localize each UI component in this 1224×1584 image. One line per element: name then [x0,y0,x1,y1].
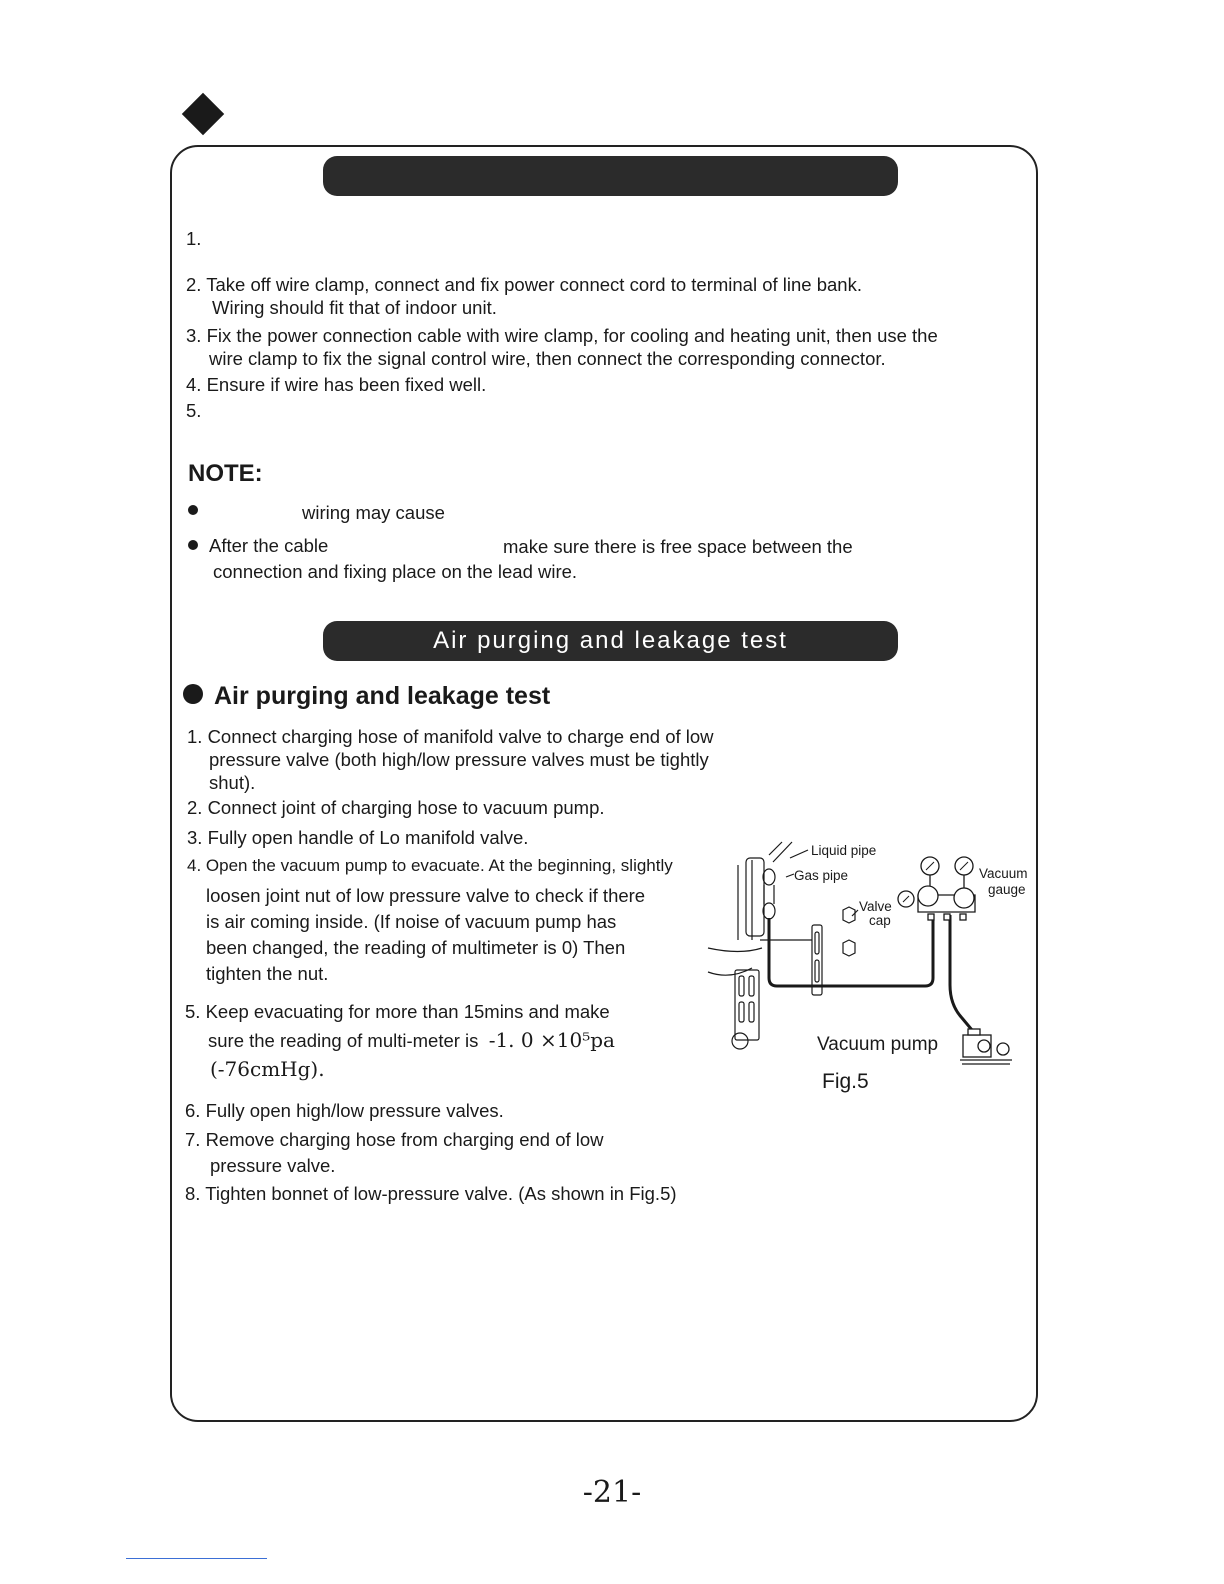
bullet-icon [188,540,198,550]
purge-step-7: 7. Remove charging hose from charging end of low [185,1129,604,1150]
figure-caption: Fig.5 [822,1070,869,1093]
note-bullet-2a: After the cable [209,535,329,556]
purge-step-1-cont: pressure valve (both high/low pressure valves must be tightly [209,749,709,770]
wiring-step-4: 4. Ensure if wire has been fixed well. [186,374,487,395]
purge-step-4-cont2: is air coming inside. (If noise of vacuum pump has [206,911,617,932]
purge-step-5-cont2: (-76cmHg). [210,1057,325,1081]
label-vacuum-gauge-1: Vacuum [979,866,1028,881]
footer-link-underline [126,1558,267,1559]
label-vacuum-pump: Vacuum pump [817,1034,939,1055]
wiring-step-3: 3. Fix the power connection cable with wire clamp, for cooling and heating unit, then use the [186,325,938,346]
heading-bullet-icon [183,684,203,704]
purge-step-4-cont3: been changed, the reading of multimeter is 0) Then [206,937,626,958]
wiring-step-3-cont: wire clamp to fix the signal control wire, then connect the corresponding connector. [209,348,886,369]
wiring-step-5: 5. [186,400,202,421]
section-diamond-icon [182,93,224,135]
purge-step-6: 6. Fully open high/low pressure valves. [185,1100,504,1121]
purge-step-1-cont2: shut). [209,772,256,793]
fig5-vacuum-diagram [700,835,1040,1100]
bullet-icon [188,505,198,515]
note-heading: NOTE: [188,460,263,487]
purge-step-7-cont: pressure valve. [210,1155,336,1176]
purge-step-2: 2. Connect joint of charging hose to vacuum pump. [187,797,605,818]
label-gas-pipe: Gas pipe [794,868,849,883]
page-number: -21- [582,1475,642,1510]
purge-step-3: 3. Fully open handle of Lo manifold valve. [187,827,529,848]
section-banner-wiring [323,156,898,196]
label-valve-cap-1: Valve [859,899,892,914]
label-valve-cap-2: cap [869,913,891,928]
label-liquid-pipe: Liquid pipe [811,843,877,858]
note-bullet-1: wiring may cause [302,502,445,523]
purge-step-5: 5. Keep evacuating for more than 15mins and make [185,1001,610,1022]
wiring-step-2-cont: Wiring should fit that of indoor unit. [212,297,497,318]
section-heading-air-purging: Air purging and leakage test [214,682,551,710]
purge-step-8: 8. Tighten bonnet of low-pressure valve. (As shown in Fig.5) [185,1183,677,1204]
wiring-step-1: 1. [186,228,202,249]
purge-step-4-cont4: tighten the nut. [206,963,329,984]
purge-step-4-cont: loosen joint nut of low pressure valve to check if there [206,885,646,906]
purge-step-5-cont: sure the reading of multi-meter is -1. 0 ×10⁵pa [208,1028,615,1052]
note-bullet-2b: make sure there is free space between the [503,536,853,557]
wiring-step-2: 2. Take off wire clamp, connect and fix power connect cord to terminal of line bank. [186,274,862,295]
section-banner-air-purging: Air purging and leakage test [323,621,898,661]
purge-step-1: 1. Connect charging hose of manifold valve to charge end of low [187,726,714,747]
note-bullet-2c: connection and fixing place on the lead wire. [213,561,578,582]
purge-step-4: 4. Open the vacuum pump to evacuate. At the beginning, slightly [187,856,673,875]
label-vacuum-gauge-2: gauge [988,882,1026,897]
